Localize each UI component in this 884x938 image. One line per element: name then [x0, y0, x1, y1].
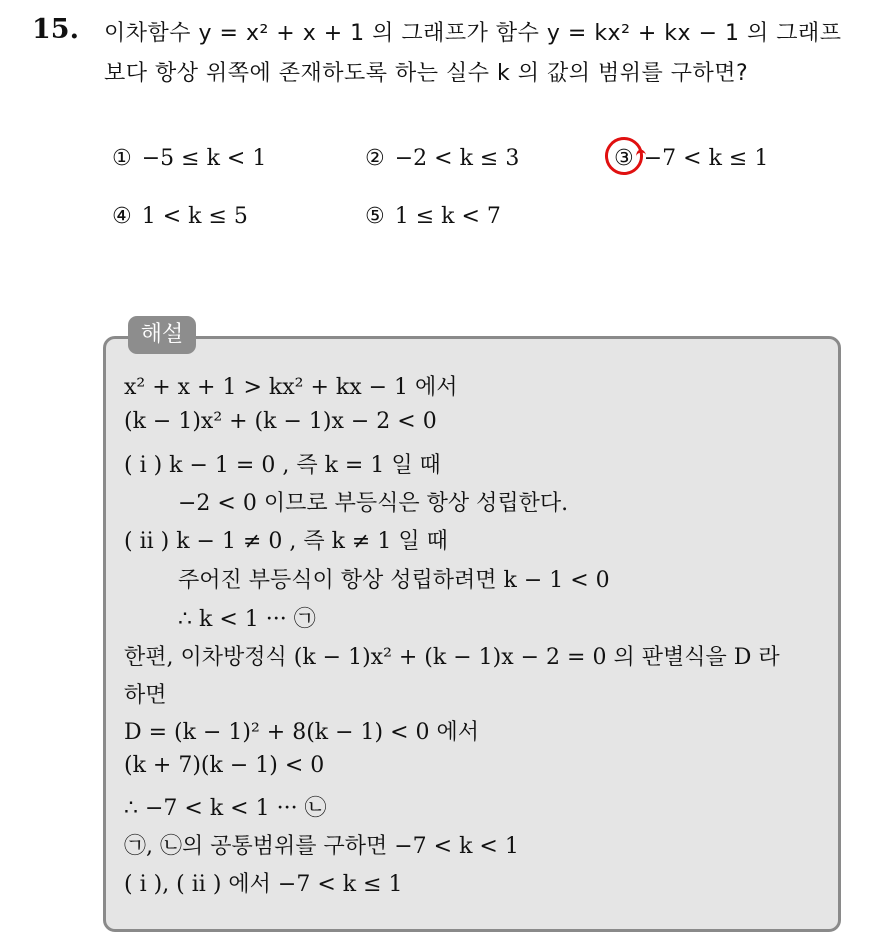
question-text-line-1: 이차함수 y = x² + x + 1 의 그래프가 함수 y = kx² + kx − 1 의 그래프	[104, 21, 842, 46]
question-text-line-2: 보다 항상 위쪽에 존재하도록 하는 실수 k 의 값의 범위를 구하면?	[104, 61, 749, 86]
option-5-text: 1 ≤ k < 7	[394, 204, 501, 229]
option-3-text: −7 < k ≤ 1	[643, 146, 769, 171]
solution-line-3: ( i ) k − 1 = 0 , 즉 k = 1 일 때	[124, 453, 441, 478]
solution-line-1: x² + x + 1 > kx² + kx − 1 에서	[124, 375, 458, 400]
solution-line-6: 주어진 부등식이 항상 성립하려면 k − 1 < 0	[178, 568, 610, 593]
solution-line-9: 하면	[124, 683, 167, 708]
option-5-marker: ⑤	[365, 204, 385, 229]
option-5[interactable]	[365, 204, 501, 229]
solution-line-13: ㉠, ㉡의 공통범위를 구하면 −7 < k < 1	[124, 834, 519, 859]
option-4-text: 1 < k ≤ 5	[141, 204, 248, 229]
option-1[interactable]	[112, 146, 266, 171]
solution-tab: 해설	[128, 316, 196, 354]
solution-line-2: (k − 1)x² + (k − 1)x − 2 < 0	[124, 409, 437, 434]
solution-line-10: D = (k − 1)² + 8(k − 1) < 0 에서	[124, 720, 480, 745]
solution-line-14: ( i ), ( ii ) 에서 −7 < k ≤ 1	[124, 872, 403, 897]
option-2-marker: ②	[365, 146, 385, 171]
option-1-marker: ①	[112, 146, 132, 171]
option-1-text: −5 ≤ k < 1	[141, 146, 267, 171]
option-4-marker: ④	[112, 204, 132, 229]
question-number: 15.	[32, 14, 79, 45]
option-3-marker: ③	[614, 146, 634, 171]
solution-line-12: ∴ −7 < k < 1 ··· ㉡	[124, 796, 327, 821]
option-2-text: −2 < k ≤ 3	[394, 146, 520, 171]
solution-line-5: ( ii ) k − 1 ≠ 0 , 즉 k ≠ 1 일 때	[124, 529, 448, 554]
option-3[interactable]	[614, 146, 768, 171]
solution-line-4: −2 < 0 이므로 부등식은 항상 성립한다.	[178, 491, 569, 516]
option-2[interactable]	[365, 146, 519, 171]
solution-line-11: (k + 7)(k − 1) < 0	[124, 753, 325, 778]
solution-line-8: 한편, 이차방정식 (k − 1)x² + (k − 1)x − 2 = 0 의 판별식을 D 라	[124, 645, 780, 670]
solution-line-7: ∴ k < 1 ··· ㉠	[178, 607, 316, 632]
option-4[interactable]	[112, 204, 248, 229]
